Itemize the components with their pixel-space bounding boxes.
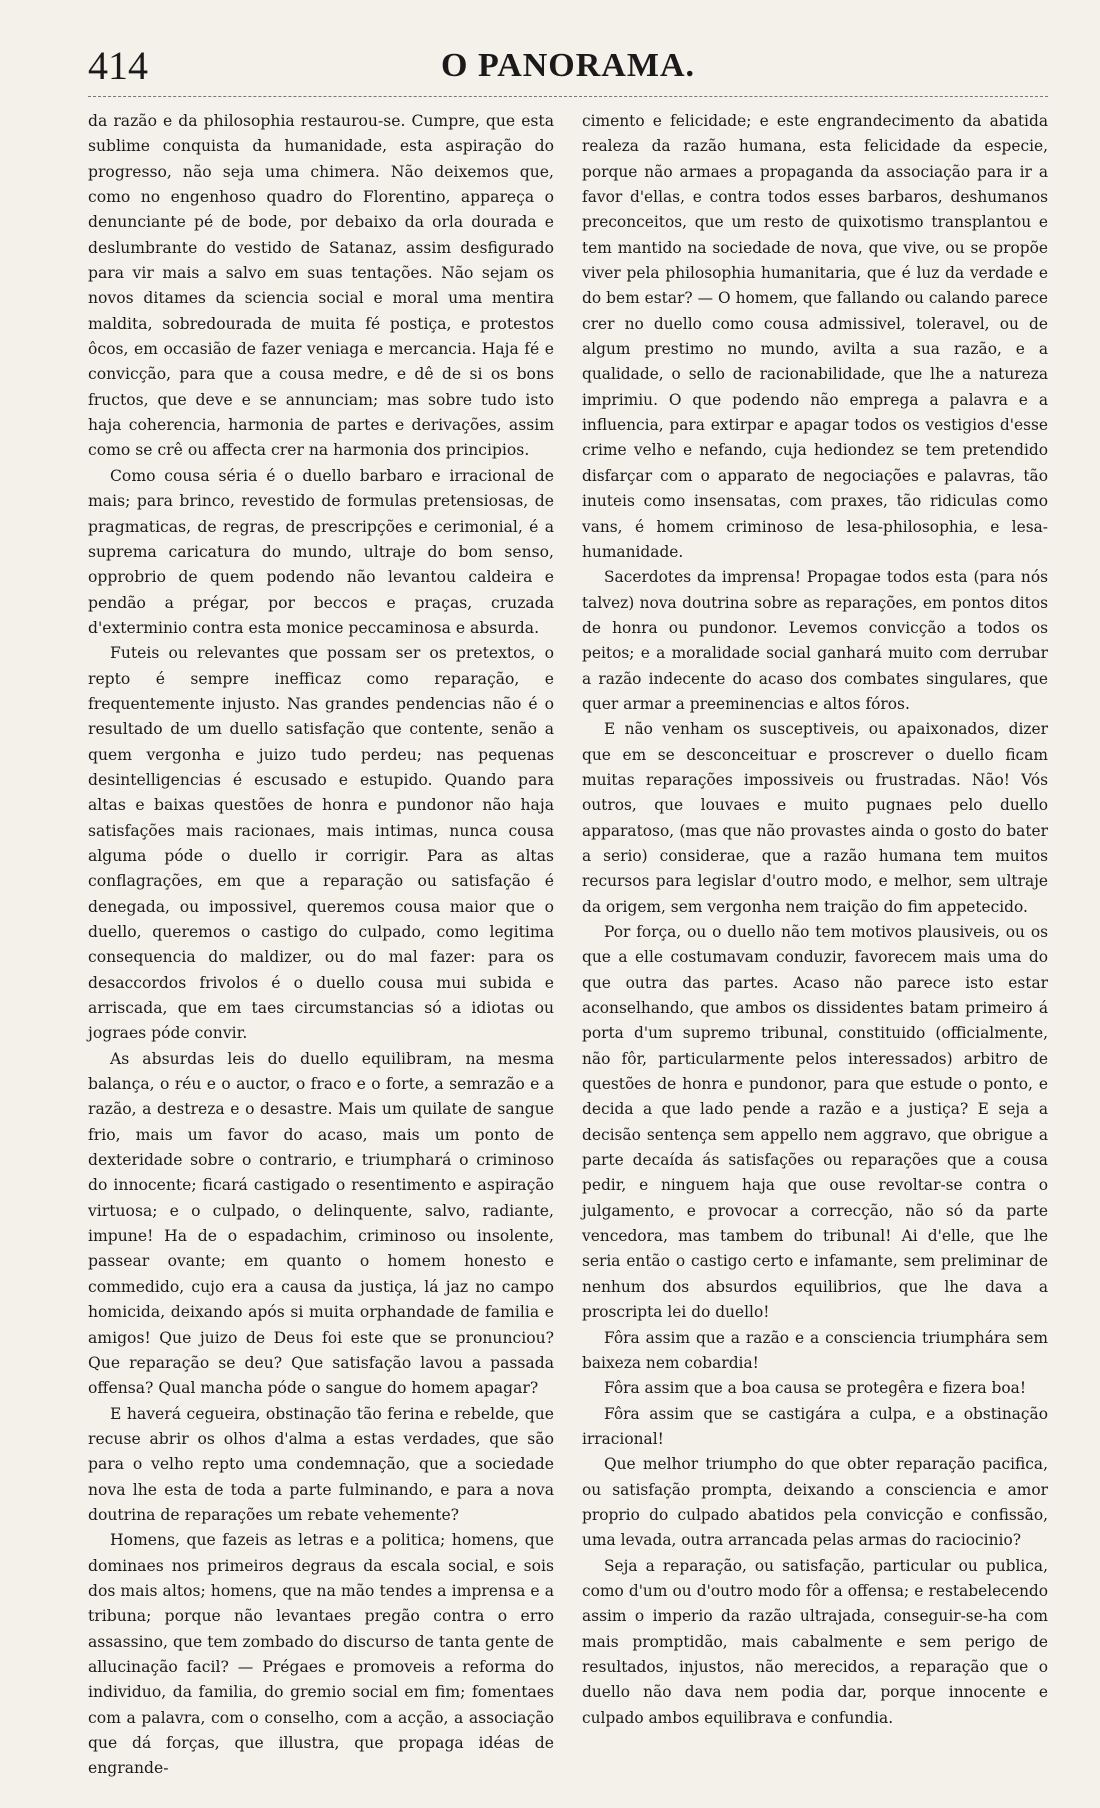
paragraph: Seja a reparação, ou satisfação, particular ou publica, como d'um ou d'outro modo fôr a offensa; e restabelecendo assim o imperio da razão ultrajada, conseguir-se-ha com mais promptidão, mais cabalmente e sem perigo de resultados, injustos, não merecidos, a reparação que o duello não dava nem podia dar, porque innocente e culpado ambos equilibrava e confundia. [582, 1556, 1048, 1727]
page-header [88, 38, 1048, 90]
paragraph: E haverá cegueira, obstinação tão ferina e rebelde, que recuse abrir os olhos d'alma a estas verdades, que são para o velho repto uma condemnação, que a sociedade nova lhe esta de toda a parte fulminando, e para a nova doutrina de reparações um rebate vehemente? [88, 1404, 554, 1524]
paragraph: da razão e da philosophia restaurou-se. Cumpre, que esta sublime conquista da humanidade, esta aspiração do progresso, não seja uma chimera. Não deixemos que, como no engenhoso quadro do Florentino, appareça o denunciante pé de bode, por debaixo da orla dourada e deslumbrante do vestido de Satanaz, assim desfigurado para vir mais a salvo em suas tentações. Não sejam os novos ditames da sciencia social e moral uma mentira maldita, sobredourada de muita fé postiça, e protestos ôcos, em occasião de fazer veniaga e mercancia. Haja fé e convicção, para que a cousa medre, e dê de si os bons fructos, que deve e se annunciam; mas sobre tudo isto haja coherencia, harmonia de partes e derivações, assim como se crê ou affecta crer na harmonia dos principios. [88, 112, 554, 460]
paragraph: cimento e felicidade; e este engrandecimento da abatida realeza da razão humana, esta felicidade da especie, porque não armaes a propaganda da associação para ir a favor d'ellas, e contra todos esses barbaros, deshumanos preconceitos, que um resto de quixotismo transplantou e tem mantido na sociedade de nova, que vive, ou se propõe viver pela philosophia humanitaria, que é luz da verdade e do bem estar? — O homem, que fallando ou calando parece crer no duello como cousa admissivel, toleravel, ou de algum prestimo no mundo, avilta a sua razão, e a qualidade, o sello de racionabilidade, que lhe a natureza imprimiu. O que podendo não emprega a palavra e a influencia, para extirpar e apagar todos os vestigios d'esse crime velho e nefando, cuja hediondez se tem pretendido disfarçar com o apparato de negociações e palavras, tão inuteis como insensatas, com praxes, tão ridiculas como vans, é homem criminoso de lesa-philosophia, e lesa-humanidade. [582, 112, 1048, 561]
paragraph: Como cousa séria é o duello barbaro e irracional de mais; para brinco, revestido de formulas pretensiosas, de pragmaticas, de regras, de prescripções e cerimonial, é a suprema caricatura do mundo, ultraje do bom senso, opprobrio de quem podendo não levantou caldeira e pendão a prégar, por beccos e praças, cruzada d'exterminio contra esta monice peccaminosa e absurda. [88, 466, 554, 637]
left-column [88, 109, 554, 1782]
paragraph: Por força, ou o duello não tem motivos plausiveis, ou os que a elle costumavam conduzir, favorecem mais uma do que outra das partes. Acaso não parece isto estar aconselhando, que ambos os dissidentes batam primeiro á porta d'um supremo tribunal, constituido (officialmente, não fôr, particularmente pelos interessados) arbitro de questões de honra e pundonor, para que estude o ponto, e decida a que lado pende a razão e a justiça? E seja a decisão sentença sem appello nem aggravo, que obrigue a parte decaída ás satisfações ou reparações que a cousa pedir, e ninguem haja que ouse revoltar-se contra o julgamento, e provocar a correcção, não só da parte vencedora, mas tambem do tribunal! Ai d'elle, que lhe seria então o castigo certo e infamante, sem preliminar de nenhum dos absurdos equilibrios, que lhe dava a proscripta lei do duello! [582, 923, 1048, 1322]
right-column [582, 109, 1048, 1782]
page-number: 414 [88, 43, 148, 88]
paragraph: Fôra assim que a razão e a consciencia triumphára sem baixeza nem cobardia! [582, 1328, 1048, 1372]
journal-title: O PANORAMA. [441, 47, 695, 84]
paragraph: Futeis ou relevantes que possam ser os pretextos, o repto é sempre inefficaz como reparação, e frequentemente injusto. Nas grandes pendencias não é o resultado de um duello satisfação que contente, senão a quem vergonha e juizo tudo perdeu; nas pequenas desintelligencias é escusado e estupido. Quando para altas e baixas questões de honra e pundonor não haja satisfações mais racionaes, mais intimas, nunca cousa alguma póde o duello ir corrigir. Para as altas conflagrações, em que a reparação ou satisfação é denegada, ou impossivel, queremos cousa maior que o duello, queremos o castigo do culpado, como legitima consequencia do maldizer, ou do mal fazer: para os desaccordos frivolos é o duello cousa mui subida e arriscada, que em taes circumstancias só a idiotas ou jograes póde convir. [88, 644, 554, 1043]
paragraph: Homens, que fazeis as letras e a politica; homens, que dominaes nos primeiros degraus da escala social, e sois dos mais altos; homens, que na mão tendes a imprensa e a tribuna; porque não levantaes pregão contra o erro assassino, que tem zombado do discurso de tanta gente de allucinação facil? — Prégaes e promoveis a reforma do individuo, da familia, do gremio social em fim; fomentaes com a palavra, com o conselho, com a acção, a associação que dá forças, que illustra, que propaga idéas de engrande- [88, 1531, 554, 1778]
text-columns [88, 109, 1048, 1782]
paragraph: Fôra assim que se castigára a culpa, e a obstinação irracional! [582, 1404, 1048, 1448]
paragraph: Sacerdotes da imprensa! Propagae todos esta (para nós talvez) nova doutrina sobre as reparações, em pontos ditos de honra ou pundonor. Levemos convicção a todos os peitos; e a moralidade social ganhará muito com derrubar a razão indecente do acaso dos combates singulares, que quer armar a preeminencias e altos fóros. [582, 568, 1048, 713]
paragraph: As absurdas leis do duello equilibram, na mesma balança, o réu e o auctor, o fraco e o forte, a semrazão e a razão, a destreza e o desastre. Mais um quilate de sangue frio, mais um favor do acaso, mais um ponto de dexteridade sobre o contrario, e triumphará o criminoso do innocente; ficará castigado o resentimento e aspiração virtuosa; e o culpado, o delinquente, salvo, radiante, impune! Ha de o espadachim, criminoso ou insolente, passear ovante; em quanto o homem honesto e commedido, cujo era a causa da justiça, lá jaz no campo homicida, deixando após si muita orphandade de familia e amigos! Que juizo de Deus foi este que se pronunciou? Que reparação se deu? Que satisfação lavou a passada offensa? Qual mancha póde o sangue do homem apagar? [88, 1049, 554, 1398]
paragraph: E não venham os susceptiveis, ou apaixonados, dizer que em se desconceituar e proscrever o duello ficam muitas reparações impossiveis ou frustradas. Não! Vós outros, que louvaes e muito pugnaes pelo duello apparatoso, (mas que não provastes ainda o gosto do bater a serio) considerae, que a razão humana tem muitos recursos para legislar d'outro modo, e melhor, sem ultraje da origem, sem vergonha nem traição do fim appetecido. [582, 720, 1048, 916]
paragraph: Fôra assim que a boa causa se protegêra e fizera boa! [604, 1379, 1027, 1398]
header-divider [88, 96, 1048, 97]
paragraph: Que melhor triumpho do que obter reparação pacifica, ou satisfação prompta, deixando a consciencia e amor proprio do culpado abatidos pela convicção e confissão, uma levada, outra arrancada pelas armas do raciocinio? [582, 1455, 1048, 1550]
